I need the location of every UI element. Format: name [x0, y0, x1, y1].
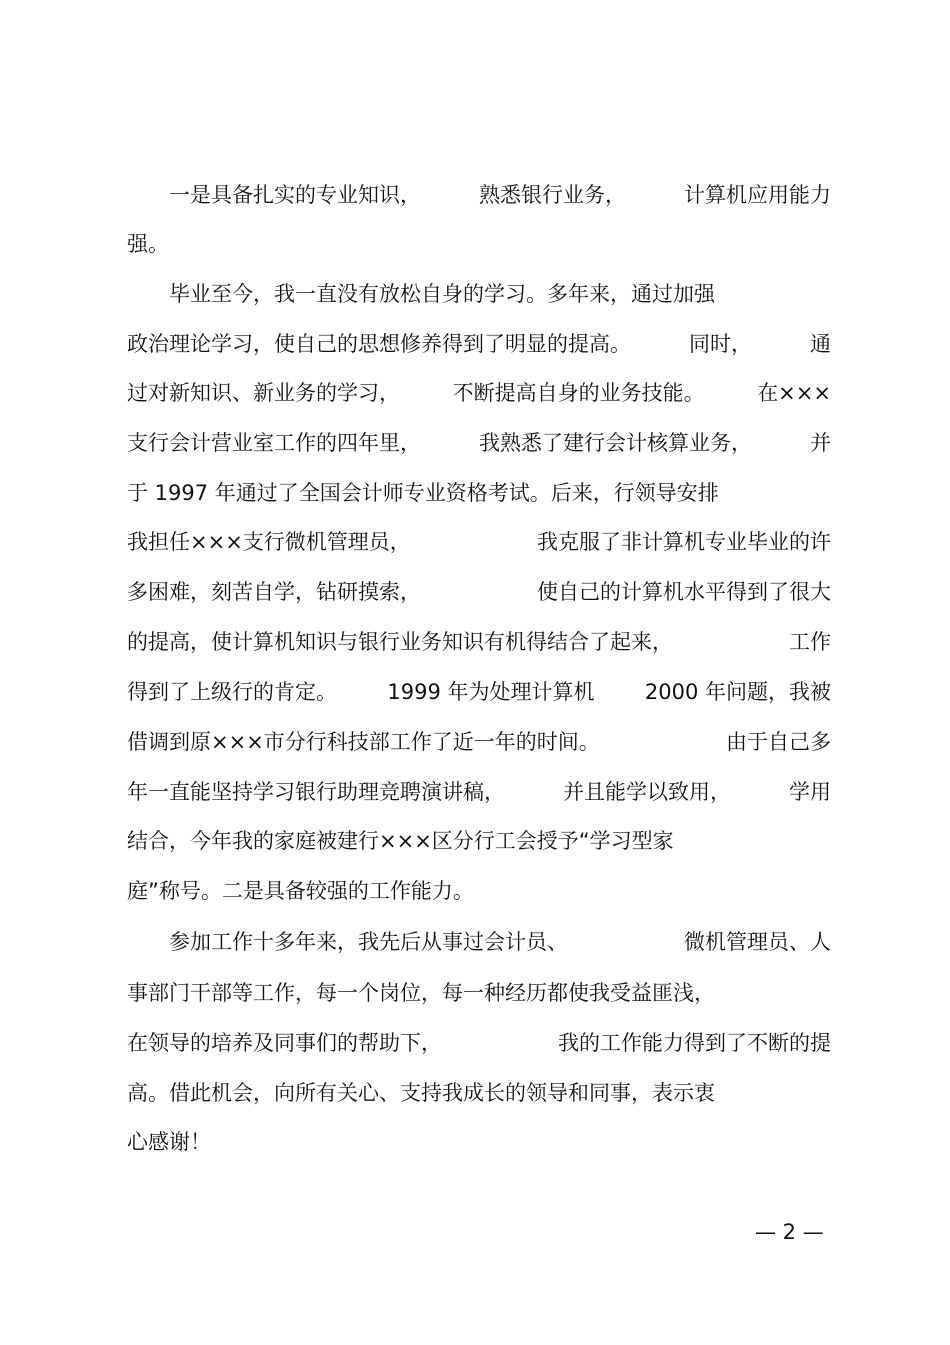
text-line — [127, 329, 831, 359]
text-segment: 高。借此机会，向所有关心、支持我成长的领导和同事，表示衷 — [127, 1081, 715, 1105]
text-segment: 在××× — [757, 381, 831, 405]
text-line — [127, 978, 715, 1008]
text-segment: 我担任×××支行微机管理员， — [127, 530, 411, 554]
text-line — [127, 478, 719, 508]
page-number: — 2 — — [755, 1220, 824, 1244]
text-segment: 毕业至今，我一直没有放松自身的学习。多年来，通过加强 — [127, 282, 715, 306]
text-segment: 通 — [810, 332, 831, 356]
text-line — [127, 378, 831, 408]
text-line — [127, 1028, 831, 1058]
text-segment: 计算机应用能力 — [684, 183, 831, 207]
text-segment: 强。 — [127, 232, 169, 256]
text-segment: 一是具备扎实的专业知识， — [127, 183, 421, 207]
text-line — [127, 876, 474, 906]
text-segment: 参加工作十多年来，我先后从事过会计员、 — [127, 930, 568, 954]
text-segment: 庭”称号。二是具备较强的工作能力。 — [127, 879, 474, 903]
text-segment: 于 1997 年通过了全国会计师专业资格考试。后来，行领导安排 — [127, 481, 719, 505]
text-segment: 1999 年为处理计算机 — [387, 680, 595, 704]
text-segment: 熟悉银行业务， — [479, 183, 626, 207]
text-segment: 多困难，刻苦自学，钻研摸索， — [127, 580, 421, 604]
text-line — [127, 577, 831, 607]
text-segment: 同时， — [689, 332, 752, 356]
text-segment: 我克服了非计算机专业毕业的许 — [537, 530, 831, 554]
text-segment: 事部门干部等工作，每一个岗位，每一种经历都使我受益匪浅， — [127, 981, 715, 1005]
text-segment: 不断提高自身的业务技能。 — [452, 381, 705, 405]
text-line — [127, 677, 831, 707]
text-line — [127, 727, 831, 757]
text-segment: 结合，今年我的家庭被建行×××区分行工会授予“学习型家 — [127, 829, 674, 853]
text-segment: 支行会计营业室工作的四年里， — [127, 431, 421, 455]
text-segment: 在领导的培养及同事们的帮助下， — [127, 1031, 442, 1055]
text-segment: 借调到原×××市分行科技部工作了近一年的时间。 — [127, 730, 600, 754]
text-segment: 工作 — [789, 630, 831, 654]
text-segment: 并 — [810, 431, 831, 455]
text-segment: 政治理论学习，使自己的思想修养得到了明显的提高。 — [127, 332, 631, 356]
text-segment: 心感谢！ — [127, 1130, 211, 1154]
text-line — [127, 180, 831, 210]
text-line — [127, 428, 831, 458]
text-line — [127, 927, 831, 957]
text-segment: 的提高，使计算机知识与银行业务知识有机得结合了起来， — [127, 630, 673, 654]
text-line — [127, 777, 831, 807]
text-segment: 我的工作能力得到了不断的提 — [558, 1031, 831, 1055]
text-segment: 微机管理员、人 — [684, 930, 831, 954]
text-segment: 过对新知识、新业务的学习， — [127, 381, 400, 405]
text-line — [127, 279, 715, 309]
text-line — [127, 627, 831, 657]
text-segment: 2000 年问题，我被 — [644, 680, 831, 704]
text-segment: 学用 — [789, 780, 831, 804]
text-segment: 使自己的计算机水平得到了很大 — [537, 580, 831, 604]
text-line — [127, 527, 831, 557]
text-segment: 我熟悉了建行会计核算业务， — [479, 431, 752, 455]
text-line — [127, 229, 169, 259]
text-line — [127, 826, 674, 856]
text-segment: 年一直能坚持学习银行助理竞聘演讲稿， — [127, 780, 505, 804]
text-line — [127, 1078, 715, 1108]
text-line — [127, 1127, 211, 1157]
text-segment: 由于自己多 — [726, 730, 831, 754]
text-segment: 并且能学以致用， — [563, 780, 731, 804]
text-segment: 得到了上级行的肯定。 — [127, 680, 337, 704]
